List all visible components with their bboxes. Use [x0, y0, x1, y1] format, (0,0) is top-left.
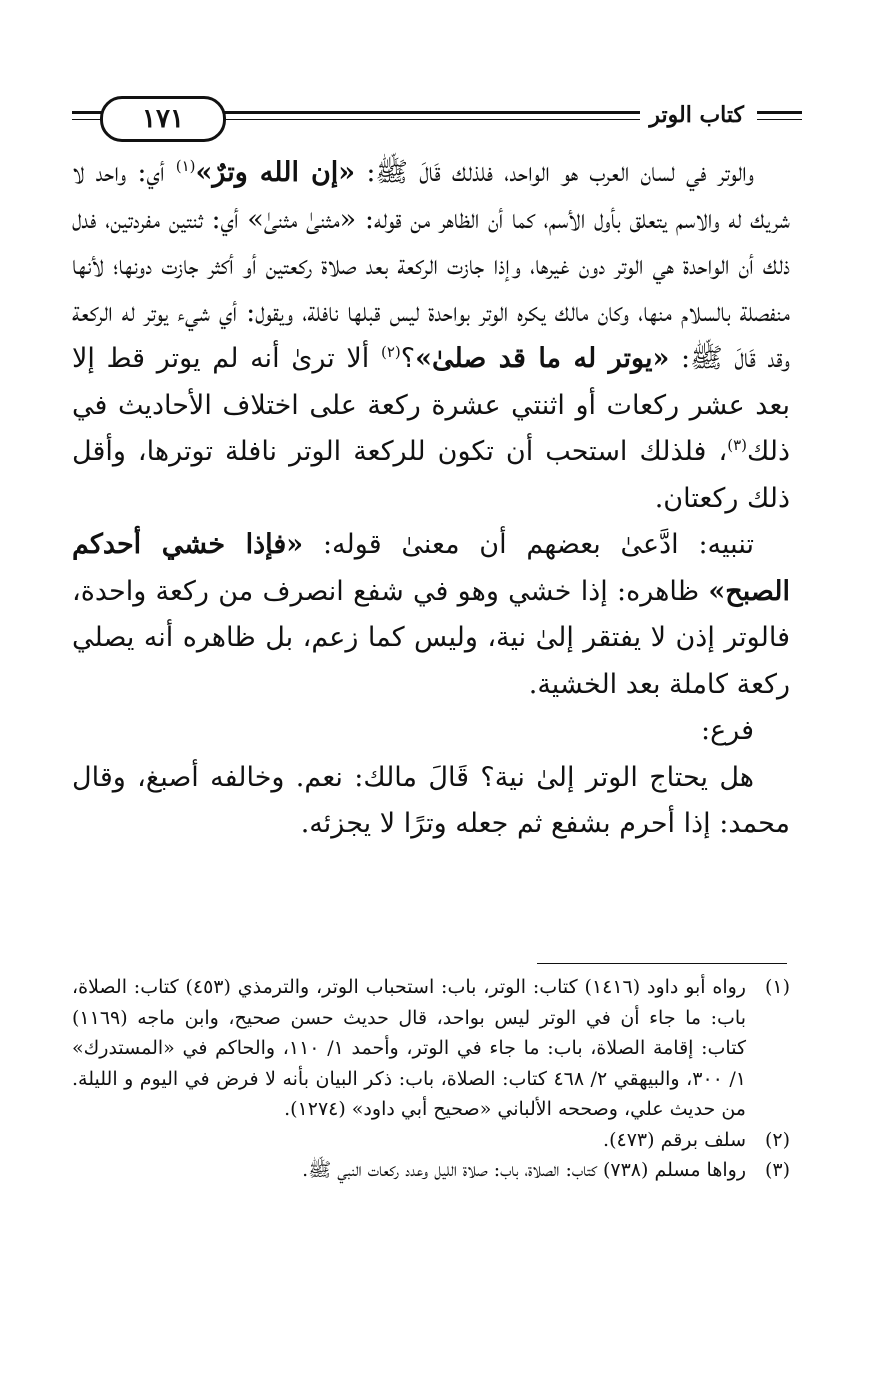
- page-header: [72, 92, 802, 142]
- text-run: تنبيه: ادَّعىٰ بعضهم أن معنىٰ قوله:: [303, 529, 754, 560]
- paragraph-2: [72, 522, 790, 708]
- footnote-ref-3: (٣): [727, 436, 747, 454]
- header-rule-center-thick: [220, 111, 640, 114]
- footnote-item: [72, 972, 790, 1125]
- text-run: والوتر في لسان العرب هو الواحد، فلذلك قَالَ ﷺ:: [355, 157, 754, 188]
- header-rule-right-thin: [757, 119, 802, 120]
- footnote-ref-2: (٢): [380, 343, 401, 361]
- paragraph-3: هل يحتاج الوتر إلىٰ نية؟ قَالَ مالك: نعم. وخالفه أصبغ، وقال محمد: إذا أحرم بشفع ثم جعله وترًا لا يجزئه.: [72, 761, 790, 839]
- text-run: أي: واحد لا شريك له والاسم يتعلق بأول الأسم، كما أن الظاهر من قوله: «مثنىٰ مثنىٰ» أي: ثنتين مفردتين، فدل ذلك أن الواحدة هي الوتر دون غيرها، وإذا جازت الركعة بعد صلاة ركعتين أو أكثر جازت دونها؛ لأنها منفصلة بالسلام منها، وكان مالك يكره الوتر بواحدة ليس قبلها نافلة، ويقول: أي شيء يوتر له الركعة وقد قَالَ ﷺ:: [72, 157, 790, 374]
- main-text: [72, 150, 790, 848]
- text-run: ظاهره: إذا خشي وهو في شفع انصرف من ركعة واحدة، فالوتر إذن لا يفتقر إلىٰ نية، وليس كما زعم، بل ظاهره أنه يصلي ركعة كاملة بعد الخشية.: [72, 575, 790, 700]
- footnote-number: (١): [764, 976, 790, 998]
- text-run: ألا ترىٰ أنه لم يوتر قط إلا بعد عشر ركعات أو اثنتي عشرة ركعة على اختلاف الأحاديث في ذلك: [72, 343, 790, 467]
- footnote-number: (٣): [764, 1159, 790, 1181]
- hadith-quote: «يوتر له ما قد صلىٰ»: [415, 343, 670, 374]
- chapter-title: كتاب الوتر: [649, 102, 744, 128]
- paragraph-1: [72, 150, 790, 522]
- header-rule-center-thin: [220, 119, 640, 120]
- footnote-ref-1: (١): [175, 157, 196, 175]
- section-heading-far: فرع:: [700, 715, 754, 746]
- footnote-text: رواه أبو داود (١٤١٦) كتاب: الوتر، باب: استحباب الوتر، والترمذي (٤٥٣) كتاب: الصلاة، باب: ما جاء أن في الوتر ليس بواحد، قال حديث حسن صحيح، وابن ماجه (١١٦٩) كتاب: إقامة الصلاة، باب: ما جاء في الوتر، وأحمد ١/ ١١٠، والحاكم في «المستدرك» ١/ ٣٠٠، والبيهقي ٢/ ٤٦٨ كتاب: الصلاة، باب: ذكر البيان بأنه لا فرض في اليوم و الليلة. من حديث علي، وصححه الألباني «صحيح أبي داود» (١٢٧٤).: [72, 976, 746, 1120]
- footnotes: [72, 972, 790, 1186]
- footnote-text: سلف برقم (٤٧٣).: [603, 1128, 746, 1151]
- text-run: ، فلذلك استحب أن تكون للركعة الوتر نافلة توترها، وأقل ذلك ركعتان.: [72, 436, 790, 514]
- footnote-number: (٢): [764, 1128, 790, 1151]
- text-run: ؟: [400, 343, 416, 374]
- footnote-item: [72, 1155, 790, 1186]
- page-number: ١٧١: [100, 96, 226, 142]
- footnote-separator: [537, 963, 787, 964]
- hadith-quote: «فإذا خشي أحدكم الصبح»: [72, 529, 790, 607]
- hadith-quote: «إن الله وترٌ»: [195, 157, 356, 188]
- footnote-item: [72, 1125, 790, 1156]
- footnote-text: رواها مسلم (٧٣٨) كتاب: الصلاة، باب: صلاة الليل وعدد ركعات النبي ﷺ.: [302, 1159, 746, 1181]
- header-rule-right-thick: [757, 111, 802, 114]
